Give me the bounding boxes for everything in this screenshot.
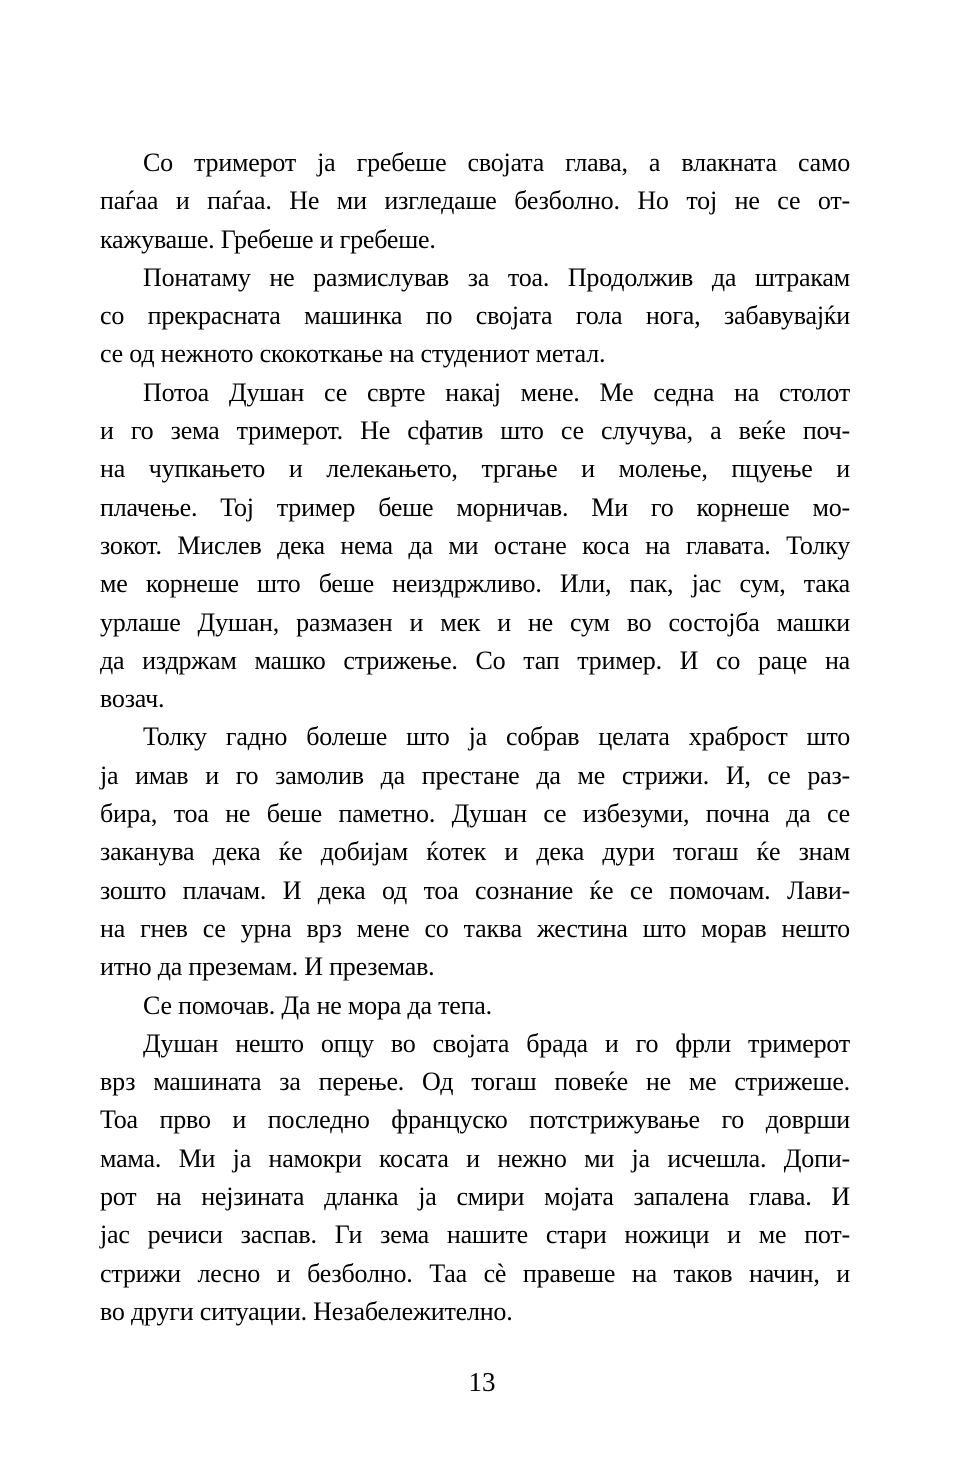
page-number: 13 xyxy=(468,1367,496,1397)
text-line: бира, тоа не беше паметно. Душан се избезуми, почна да се xyxy=(100,799,850,829)
text-line: на гнев се урна врз мене со таква жестина што морав нешто xyxy=(100,913,850,943)
text-line: јас речиси заспав. Ги зема нашите стари ножици и ме пот- xyxy=(100,1220,850,1250)
text-line: и го зема тримерот. Не сфатив што се случува, а веќе поч- xyxy=(100,416,850,446)
text-line: Понатаму не размислував за тоа. Продолжив да штракам xyxy=(143,262,850,292)
text-line: Потоа Душан се сврте накај мене. Ме седна на столот xyxy=(143,377,850,407)
text-line: ме корнеше што беше неиздржливо. Или, пак, јас сум, така xyxy=(100,569,850,599)
text-line: рот на нејзината дланка ја смири мојата запалена глава. И xyxy=(100,1182,850,1212)
text-line: мама. Ми ја намокри косата и нежно ми ја исчешла. Допи- xyxy=(100,1143,850,1173)
text-line: со прекрасната машинка по својата гола нога, забавувајќи xyxy=(100,301,850,331)
paragraph xyxy=(100,1025,850,1331)
text-line: урлаше Душан, размазен и мек и не сум во состојба машки xyxy=(100,607,850,637)
text-line: заканува дека ќе добијам ќотек и дека дури тогаш ќе знам xyxy=(100,837,850,867)
text-line: итно да преземам. И преземав. xyxy=(100,952,435,982)
text-line: врз машината за перење. Од тогаш повеќе не ме стрижеше. xyxy=(100,1067,850,1097)
text-line: во други ситуации. Незабележително. xyxy=(100,1296,513,1326)
paragraph xyxy=(100,144,850,259)
text-line: Со тримерот ја гребеше својата глава, а влакната само xyxy=(143,148,850,177)
text-line: зокот. Мислев дека нема да ми остане коса на главата. Толку xyxy=(100,530,850,560)
text-line: Толку гадно болеше што ја собрав целата храброст што xyxy=(143,722,850,752)
text-line: возач. xyxy=(100,684,165,714)
paragraph xyxy=(100,718,850,986)
text-line: кажуваше. Гребеше и гребеше. xyxy=(100,224,436,254)
paragraph xyxy=(100,987,850,1025)
text-line: да издржам машко стрижење. Со тап тример. И со раце на xyxy=(100,645,850,675)
text-line: се од нежното скокоткање на студениот метал. xyxy=(100,339,606,369)
text-line: ја имав и го замолив да престане да ме стрижи. И, се раз- xyxy=(100,760,850,790)
text-line: паѓаа и паѓаа. Не ми изгледаше безболно. Но тој не се от- xyxy=(100,186,850,216)
paragraph xyxy=(100,374,850,719)
page-text xyxy=(100,144,850,1331)
paragraph xyxy=(100,259,850,374)
text-line: зошто плачам. И дека од тоа сознание ќе се помочам. Лави- xyxy=(100,875,850,905)
text-line: на чупкањето и лелекањето, тргање и молење, пцуење и xyxy=(100,454,850,484)
text-line: Се помочав. Да не мора да тепа. xyxy=(143,990,492,1020)
text-line: Тоа прво и последно француско потстрижување го доврши xyxy=(100,1105,850,1135)
text-line: стрижи лесно и безболно. Таа сè правеше на таков начин, и xyxy=(100,1258,850,1288)
text-line: Душан нешто опцу во својата брада и го фрли тримерот xyxy=(143,1028,850,1058)
text-line: плачење. Тој тример беше морничав. Ми го корнеше мо- xyxy=(100,492,850,522)
